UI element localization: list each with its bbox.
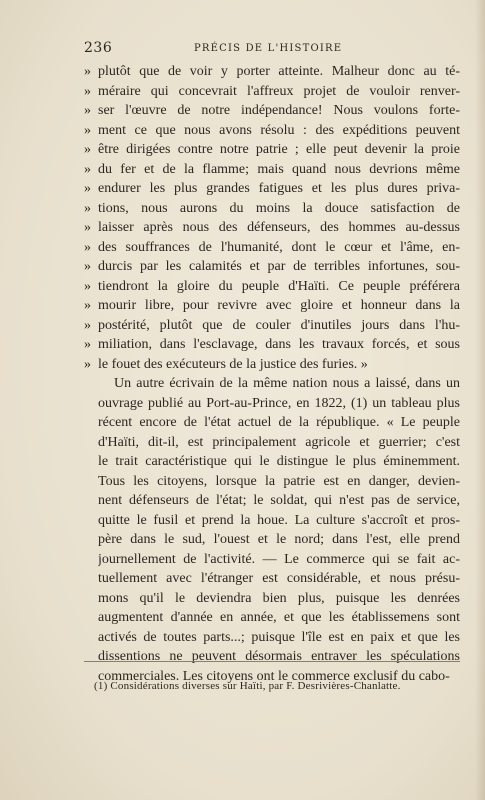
quotation-mark: »: [84, 103, 91, 118]
line-text: miliation, dans l'esclavage, dans les travaux forcés, et sous: [98, 337, 460, 352]
quotation-mark: »: [84, 142, 91, 157]
line-text: du fer et de la flamme; mais quand nous devrions même: [98, 161, 460, 177]
quotation-mark: »: [84, 259, 91, 274]
text-line: [84, 121, 460, 141]
text-line: [84, 62, 460, 82]
page-edge-shadow: [475, 0, 485, 800]
line-text: laisser après nous des défenseurs, des hommes au-dessus: [98, 220, 460, 235]
quotation-mark: »: [84, 278, 91, 294]
text-line: [84, 238, 460, 258]
line-text: commerciales. Les citoyens ont le commerce exclusif du cabo-: [98, 668, 450, 684]
text-line: [84, 550, 460, 570]
text-line: [84, 433, 460, 453]
running-head: [84, 40, 460, 58]
text-line: [84, 608, 460, 628]
text-line: [84, 589, 460, 609]
line-text: dissentions ne peuvent désormais entraver les spéculations: [98, 649, 460, 664]
quotation-mark: »: [84, 200, 91, 216]
text-line: [84, 374, 460, 394]
page-number: 236: [84, 40, 113, 56]
text-line: [84, 82, 460, 102]
line-text: tuellement avec l'étranger est considérable, et nous présu-: [98, 571, 460, 586]
text-line: [84, 355, 460, 375]
quotation-mark: »: [84, 220, 91, 235]
quotation-mark: »: [84, 64, 91, 79]
text-line: [84, 316, 460, 336]
text-line: [84, 413, 460, 433]
quotation-mark: »: [84, 298, 91, 313]
line-text: ouvrage publié au Port-au-Prince, en 1822, (1) un tableau plus: [98, 395, 460, 411]
line-text: d'Haïti, dit-il, est principalement agricole et guerrier; c'est: [98, 434, 460, 450]
quotation-mark: »: [84, 317, 91, 333]
text-line: [84, 491, 460, 511]
line-text: méraire qui concevrait l'affreux projet de vouloir renver-: [98, 83, 460, 99]
body-text: [84, 62, 460, 686]
text-line: [84, 569, 460, 589]
line-text: Tous les citoyens, lorsque la patrie est en danger, devien-: [98, 473, 460, 489]
text-line: [84, 335, 460, 355]
line-text: ser l'œuvre de notre indépendance! Nous voulons forte-: [98, 103, 460, 118]
text-line: [84, 296, 460, 316]
line-text: être dirigées contre notre patrie ; elle peut devenir la proie: [98, 142, 460, 157]
line-text: postérité, plutôt que de couler d'inutiles jours dans l'hu-: [98, 317, 460, 333]
text-line: [84, 140, 460, 160]
running-title: PRÉCIS DE L'HISTOIRE: [194, 43, 343, 54]
line-text: ment ce que nous avons résolu : des expéditions peuvent: [98, 122, 460, 138]
line-text: mourir libre, pour revivre avec gloire et honneur dans la: [98, 298, 460, 313]
footnote-rule: [84, 661, 460, 662]
line-text: durcis par les calamités et par de terribles infortunes, sou-: [98, 259, 460, 274]
text-line: [84, 394, 460, 414]
quotation-mark: »: [84, 337, 91, 352]
quotation-mark: »: [84, 83, 91, 99]
text-line: [84, 199, 460, 219]
text-line: [84, 647, 460, 667]
line-text: augmentent d'année en année, et que les établissemens sont: [98, 610, 460, 625]
line-text: le trait caractéristique qui le distingue le plus éminemment.: [98, 454, 460, 469]
text-line: [84, 628, 460, 648]
footnote: (1) Considérations diverses sur Haïti, par F. Desrivières-Chanlatte.: [94, 680, 401, 692]
text-line: [84, 179, 460, 199]
line-text: Un autre écrivain de la même nation nous a laissé, dans un: [114, 376, 460, 391]
text-line: [84, 511, 460, 531]
line-text: mons qu'il le deviendra bien plus, puisque les denrées: [98, 590, 460, 606]
text-line: [84, 218, 460, 238]
text-line: [84, 101, 460, 121]
line-text: père dans le sud, l'ouest et le nord; dans l'est, elle prend: [98, 532, 460, 547]
line-text: journellement de l'activité. — Le commerce qui se fait ac-: [98, 551, 460, 567]
line-text: nent défenseurs de l'état; le soldat, qui n'est pas de service,: [98, 493, 460, 508]
quotation-mark: »: [84, 161, 91, 177]
line-text: tions, nous aurons du moins la douce satisfaction de: [98, 200, 460, 216]
text-line: [84, 452, 460, 472]
line-text: plutôt que de voir y porter atteinte. Malheur donc au té-: [98, 64, 460, 79]
text-line: [84, 160, 460, 180]
text-line: [84, 277, 460, 297]
quotation-mark: »: [84, 181, 91, 196]
line-text: activés de toutes parts...; puisque l'île est en paix et que les: [98, 629, 460, 645]
text-line: [84, 257, 460, 277]
line-text: récent encore de l'état actuel de la république. « Le peuple: [98, 415, 460, 430]
quotation-mark: »: [84, 356, 91, 372]
text-line: [84, 530, 460, 550]
line-text: des souffrances de l'humanité, dont le cœur et l'âme, en-: [98, 239, 460, 255]
line-text: endurer les plus grandes fatigues et les plus dures priva-: [98, 181, 460, 196]
line-text: le fouet des exécuteurs de la justice des furies. »: [98, 356, 368, 372]
line-text: tiendront la gloire du peuple d'Haïti. Ce peuple préférera: [98, 278, 460, 294]
quotation-mark: »: [84, 239, 91, 255]
line-text: quitte le fusil et prend la houe. La culture s'accroît et pros-: [98, 512, 460, 528]
quotation-mark: »: [84, 122, 91, 138]
text-line: [84, 472, 460, 492]
